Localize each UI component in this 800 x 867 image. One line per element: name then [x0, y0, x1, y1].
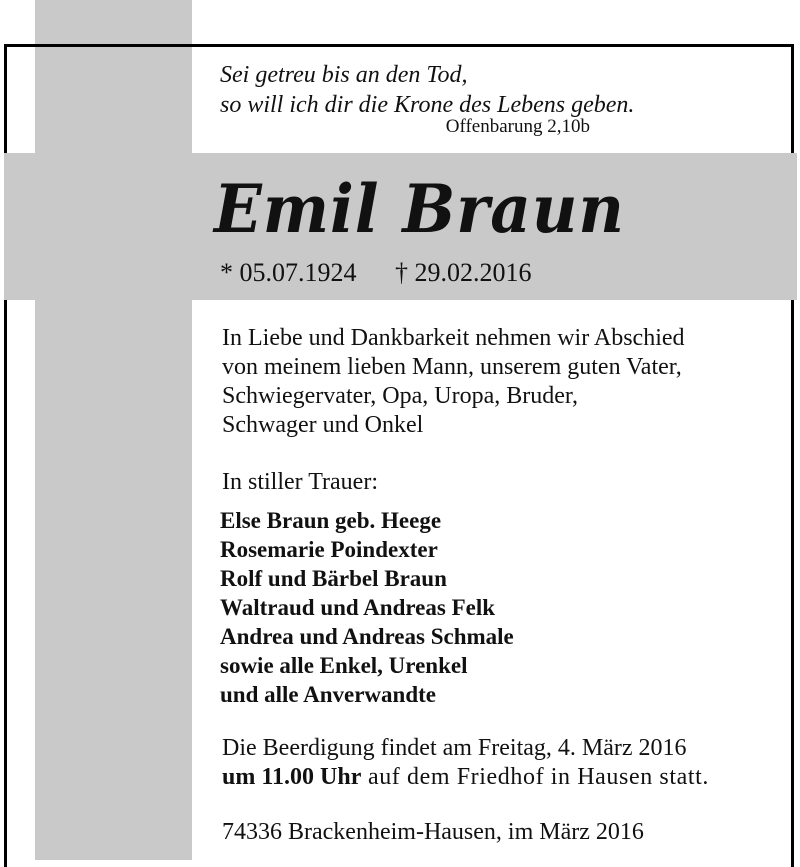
farewell-text [222, 324, 685, 440]
birth-date: * 05.07.1924 [220, 258, 357, 287]
deceased-name: Emil Braun [214, 170, 625, 248]
mourner-name: Rosemarie Poindexter [220, 537, 438, 562]
mourning-intro: In stiller Trauer: [222, 469, 378, 495]
bible-verse [220, 60, 634, 120]
farewell-line: Schwager und Onkel [222, 412, 424, 438]
mourner-name: Rolf und Bärbel Braun [220, 566, 447, 591]
verse-reference: Offenbarung 2,10b [445, 116, 590, 137]
farewell-line: von meinem lieben Mann, unserem guten Vater, [222, 354, 682, 380]
place-date: 74336 Brackenheim-Hausen, im März 2016 [222, 819, 644, 845]
mourner-name: Waltraud und Andreas Felk [220, 595, 496, 620]
funeral-time: um 11.00 Uhr [222, 764, 362, 790]
farewell-line: Schwiegervater, Opa, Uropa, Bruder, [222, 383, 578, 409]
verse-line-2: so will ich dir die Krone des Lebens geben. [220, 92, 635, 118]
death-date: † 29.02.2016 [395, 258, 532, 287]
life-dates [220, 258, 532, 288]
funeral-line-1: Die Beerdigung findet am Freitag, 4. März 2016 [222, 735, 687, 761]
funeral-line-2 [222, 763, 709, 792]
mourner-name: Else Braun geb. Heege [220, 508, 442, 533]
funeral-info [222, 734, 709, 792]
mourners-list [220, 506, 514, 709]
farewell-line: In Liebe und Dankbarkeit nehmen wir Abschied [222, 325, 685, 351]
funeral-place: auf dem Friedhof in Hausen statt. [361, 764, 710, 790]
verse-line-1: Sei getreu bis an den Tod, [220, 62, 468, 88]
mourner-name: sowie alle Enkel, Urenkel [220, 653, 468, 678]
mourner-name: Andrea und Andreas Schmale [220, 624, 514, 649]
mourner-name: und alle Anverwandte [220, 682, 436, 707]
